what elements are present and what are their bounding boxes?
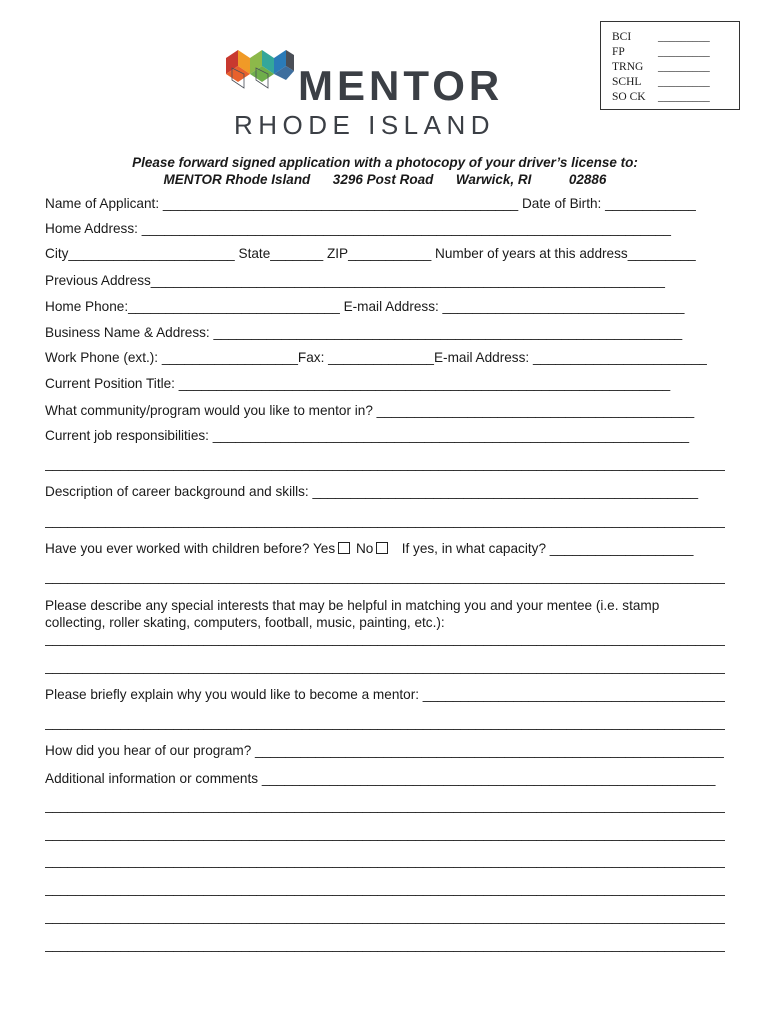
no-label: No — [355, 541, 374, 556]
blank-line[interactable]: __________________________________________________________________________________________ — [45, 715, 725, 730]
children-experience-row — [45, 541, 725, 557]
blank-line[interactable]: __________________________________________________________________________________________ — [45, 513, 725, 528]
office-line: _________ — [658, 46, 710, 58]
office-line: _________ — [658, 76, 710, 88]
work-phone-fax-email-field[interactable]: Work Phone (ext.): __________________Fax: ______________E-mail Address: _______________________ — [45, 350, 707, 365]
office-row-fp — [612, 45, 732, 60]
mentor-cube-logo-icon — [224, 44, 296, 94]
community-program-field[interactable]: What community/program would you like to mentor in? __________________________________________ — [45, 403, 695, 418]
office-row-sock — [612, 90, 732, 105]
special-interests-prompt-cont: collecting, roller skating, computers, football, music, painting, etc.): — [45, 615, 445, 630]
blank-line[interactable]: __________________________________________________________________________________________ — [45, 909, 725, 924]
blank-line[interactable]: __________________________________________________________________________________________ — [45, 798, 725, 813]
city-state-zip-field[interactable]: City______________________ State_______ ZIP___________ Number of years at this address_________ — [45, 246, 696, 261]
logo-subtitle: RHODE ISLAND — [234, 110, 496, 140]
mentor-logo — [224, 44, 529, 139]
office-label: SO CK — [612, 91, 646, 103]
additional-comments-field[interactable]: Additional information or comments ____________________________________________________________ — [45, 771, 716, 786]
blank-line[interactable]: __________________________________________________________________________________________ — [45, 853, 725, 868]
previous-address-field[interactable]: Previous Address____________________________________________________________________ — [45, 273, 665, 288]
blank-line[interactable]: __________________________________________________________________________________________ — [45, 569, 725, 584]
office-row-schl — [612, 75, 732, 90]
blank-line[interactable]: __________________________________________________________________________________________ — [45, 631, 725, 646]
blank-line[interactable]: __________________________________________________________________________________________ — [45, 937, 725, 952]
office-line: _________ — [658, 91, 710, 103]
children-question: Have you ever worked with children before? Yes — [45, 541, 336, 556]
instructions-address: MENTOR Rhode Island 3296 Post Road Warwick, RI 02886 — [163, 172, 607, 187]
blank-line[interactable]: __________________________________________________________________________________________ — [45, 659, 725, 674]
office-label: TRNG — [612, 61, 644, 73]
position-title-field[interactable]: Current Position Title: _________________________________________________________________ — [45, 376, 671, 391]
logo-wordmark: MENTOR — [298, 62, 504, 109]
office-label: FP — [612, 46, 625, 58]
blank-line[interactable]: __________________________________________________________________________________________ — [45, 456, 725, 471]
yes-checkbox[interactable] — [338, 542, 350, 554]
blank-line[interactable]: __________________________________________________________________________________________ — [45, 881, 725, 896]
no-checkbox[interactable] — [376, 542, 388, 554]
office-use-box — [600, 21, 740, 110]
career-background-field[interactable]: Description of career background and skills: ___________________________________________________ — [45, 484, 699, 499]
office-label: BCI — [612, 31, 632, 43]
home-address-field[interactable]: Home Address: ______________________________________________________________________ — [45, 221, 671, 236]
blank-line[interactable]: __________________________________________________________________________________________ — [45, 826, 725, 841]
office-row-trng — [612, 60, 732, 75]
how-heard-field[interactable]: How did you hear of our program? ______________________________________________________________ — [45, 743, 724, 758]
office-label: SCHL — [612, 76, 642, 88]
office-line: _________ — [658, 61, 710, 73]
name-dob-field[interactable]: Name of Applicant: _______________________________________________ Date of Birth: ____________ — [45, 196, 696, 211]
special-interests-prompt: Please describe any special interests that may be helpful in matching you and your mentee (i.e. stamp — [45, 598, 660, 613]
children-capacity-field[interactable]: If yes, in what capacity? ___________________ — [401, 541, 694, 556]
why-mentor-field[interactable]: Please briefly explain why you would like to become a mentor: ________________________________________ — [45, 687, 725, 702]
home-phone-email-field[interactable]: Home Phone:____________________________ E-mail Address: ________________________________ — [45, 299, 685, 314]
job-responsibilities-field[interactable]: Current job responsibilities: _______________________________________________________________ — [45, 428, 690, 443]
business-address-field[interactable]: Business Name & Address: ______________________________________________________________ — [45, 325, 683, 340]
instructions-line-1: Please forward signed application with a photocopy of your driver’s license to: — [132, 155, 638, 170]
office-line: _________ — [658, 31, 710, 43]
office-row-bci — [612, 30, 732, 45]
